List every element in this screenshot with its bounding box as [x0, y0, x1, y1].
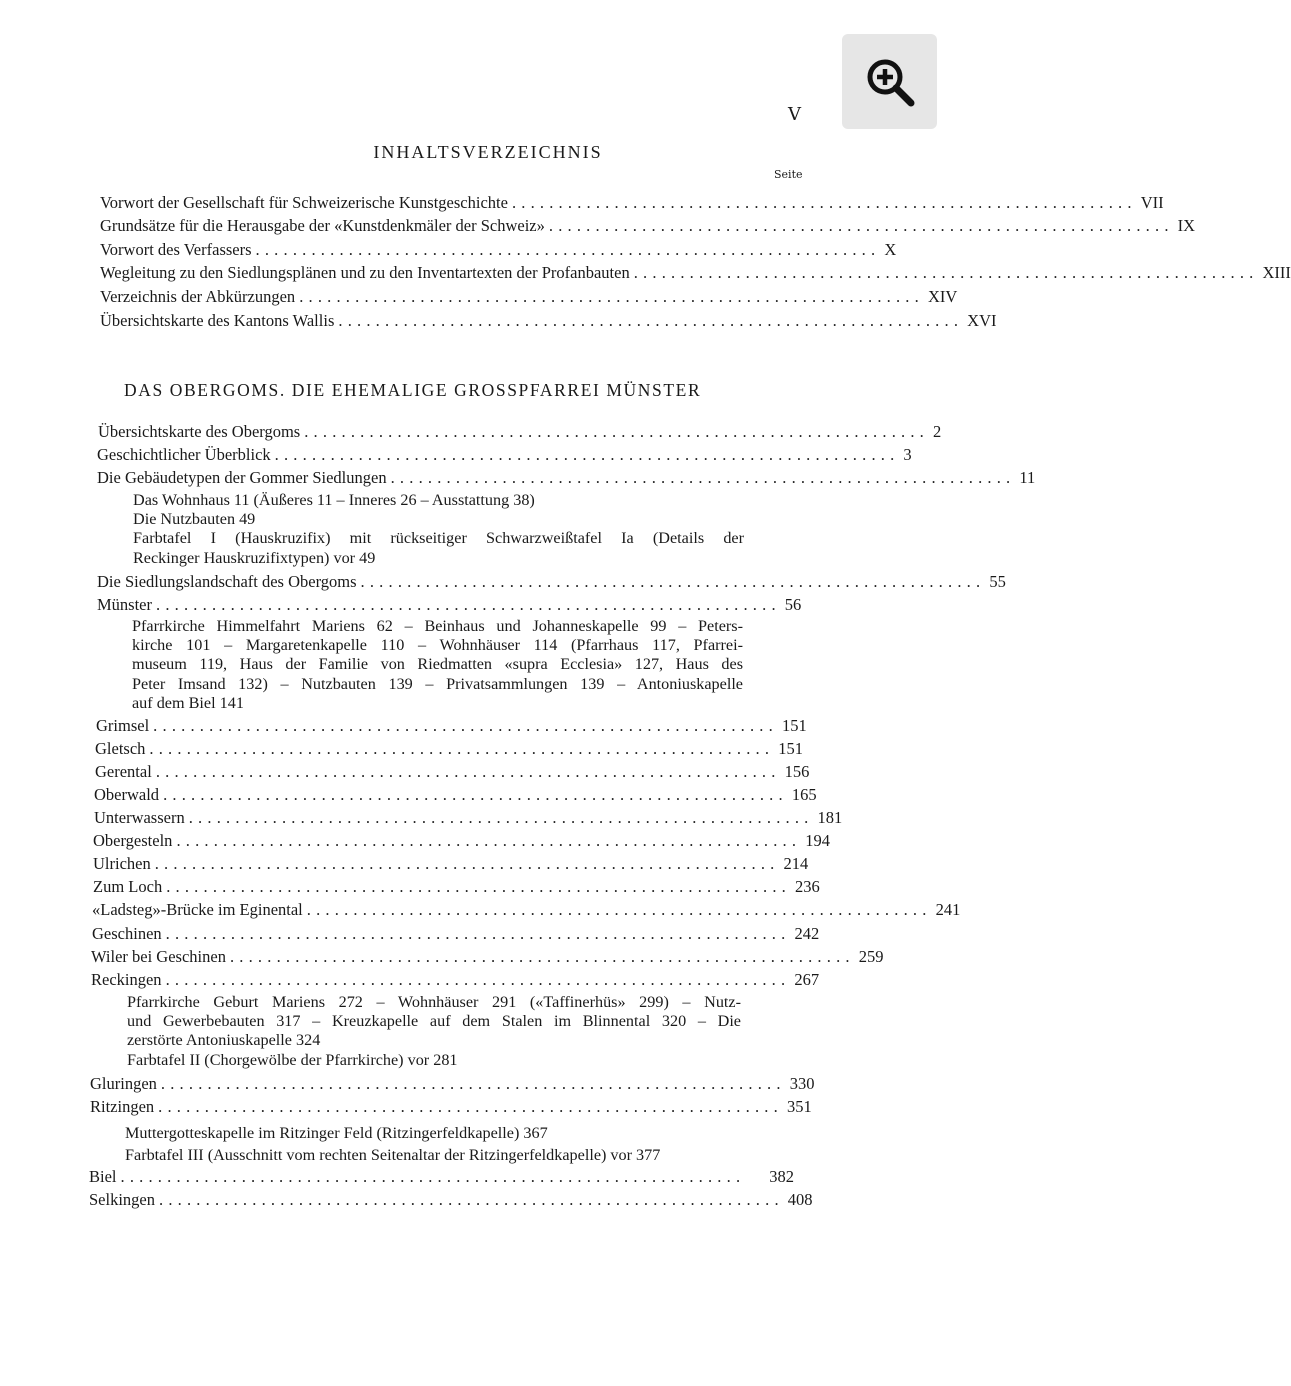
toc-entry-label: Geschichtlicher Überblick [97, 445, 271, 464]
leader-dots: ................................................................... [188, 808, 814, 827]
leader-dots: ................................................................... [299, 287, 924, 306]
toc-entry [90, 1097, 812, 1117]
toc-entry-label: Ulrichen [93, 854, 151, 873]
toc-entry-page: 241 [935, 900, 961, 919]
subentry-line: Farbtafel II (Chorgewölbe der Pfarrkirche) vor 281 [127, 1050, 458, 1069]
toc-entry-page: 165 [791, 785, 817, 804]
toc-entry [94, 808, 843, 828]
toc-entry [97, 595, 802, 615]
toc-entry-page: 151 [778, 739, 803, 758]
toc-entry-page: 11 [1019, 468, 1036, 487]
subentry-line: Pfarrkirche Geburt Mariens 272 – Wohnhäuser 291 («Taffinerhüs» 299) – Nutz- [127, 993, 741, 1011]
toc-entry-page: 382 [769, 1167, 794, 1186]
leader-dots: ................................................................... [166, 877, 791, 896]
toc-entry-page: 56 [784, 595, 802, 614]
toc-entry-page: 408 [787, 1190, 813, 1209]
toc-entry [91, 970, 820, 990]
toc-entry [91, 947, 884, 967]
toc-entry-page: X [884, 240, 897, 259]
subentry-block-reckingen [127, 993, 741, 1070]
leader-dots: ................................................................... [154, 854, 780, 873]
page-title: INHALTSVERZEICHNIS [373, 142, 603, 162]
leader-dots: ................................................................... [633, 263, 1259, 282]
leader-dots: ................................................................... [155, 762, 781, 781]
toc-entry-label: Unterwassern [94, 808, 185, 827]
leader-dots: ................................................................... [176, 831, 802, 850]
toc-entry-label: Vorwort des Verfassers [100, 240, 252, 259]
toc-entry-page: VII [1140, 193, 1164, 212]
toc-entry [98, 422, 942, 442]
toc-entry [100, 240, 897, 260]
toc-entry-page: 194 [805, 831, 830, 850]
leader-dots: ................................................................... [511, 193, 1137, 212]
toc-entry [92, 924, 820, 944]
leader-dots: ................................................................... [306, 900, 932, 919]
toc-entry [93, 877, 820, 897]
toc-entry-label: Münster [97, 595, 152, 614]
leader-dots: ................................................................... [163, 785, 788, 804]
toc-entry-page: XIII [1262, 263, 1291, 282]
leader-dots: ................................................................... [304, 422, 930, 441]
toc-entry [89, 1167, 794, 1187]
toc-entry-page: 2 [933, 422, 942, 441]
subentry-line: Farbtafel III (Ausschnitt vom rechten Seitenaltar der Ritzingerfeldkapelle) vor 377 [125, 1146, 661, 1164]
toc-entry-label: Übersichtskarte des Kantons Wallis [100, 311, 335, 330]
leader-dots: ................................................................... [156, 595, 781, 614]
toc-entry-page: 181 [817, 808, 843, 827]
toc-entry-label: Verzeichnis der Abkürzungen [100, 287, 296, 306]
section-title: DAS OBERGOMS. DIE EHEMALIGE GROSSPFARREI MÜNSTER [124, 380, 702, 400]
toc-entry [100, 287, 958, 307]
page-number: V [788, 104, 801, 125]
toc-entry [95, 739, 803, 759]
toc-entry-page: XVI [967, 311, 997, 330]
subentry-line: Muttergotteskapelle im Ritzinger Feld (Ritzingerfeldkapelle) 367 [125, 1124, 548, 1142]
leader-dots: ................................................................... [360, 572, 986, 591]
leader-dots: ................................................................... [165, 924, 791, 943]
toc-entry-label: Gluringen [90, 1074, 157, 1093]
toc-entry-label: Die Gebäudetypen der Gommer Siedlungen [97, 468, 387, 487]
subentry-line: Farbtafel I (Hauskruzifix) mit rückseitiger Schwarzweißtafel Ia (Details der [133, 529, 744, 548]
toc-entry [95, 762, 810, 782]
subentry-line: zerstörte Antoniuskapelle 324 [127, 1031, 321, 1050]
toc-entry-page: 3 [903, 445, 912, 464]
toc-entry [100, 311, 997, 331]
toc-entry-page: 55 [989, 572, 1006, 591]
leader-dots: ................................................................... [160, 1074, 786, 1093]
leader-dots: ................................................................... [120, 1167, 746, 1186]
toc-entry-page: 156 [784, 762, 810, 781]
subentry-block-gebaeudetypen [133, 491, 744, 568]
leader-dots: ................................................................... [390, 468, 1016, 487]
leader-dots: ................................................................... [548, 216, 1174, 235]
toc-entry-page: 242 [794, 924, 820, 943]
leader-dots: ................................................................... [149, 739, 775, 758]
seite-label: Seite [774, 168, 803, 181]
subentry-line: museum 119, Haus der Familie von Riedmatten «supra Ecclesia» 127, Haus des [132, 655, 743, 674]
subentry-line: und Gewerbebauten 317 – Kreuzkapelle auf dem Stalen im Blinnental 320 – Die [127, 1012, 741, 1031]
toc-entry-label: Vorwort der Gesellschaft für Schweizerische Kunstgeschichte [100, 193, 508, 212]
subentry-line: Reckinger Hauskruzifixtypen) vor 49 [133, 548, 376, 567]
toc-entry-page: 151 [781, 716, 807, 735]
toc-entry-page: 330 [789, 1074, 815, 1093]
toc-entry-label: Grundsätze für die Herausgabe der «Kunstdenkmäler der Schweiz» [100, 216, 545, 235]
toc-entry-label: «Ladsteg»-Brücke im Eginental [92, 900, 303, 919]
toc-entry-page: 267 [794, 970, 820, 989]
zoom-in-icon [863, 55, 917, 109]
subentry-block-ritzingen [125, 1122, 765, 1166]
toc-entry-label: Geschinen [92, 924, 162, 943]
toc-entry-label: Die Siedlungslandschaft des Obergoms [97, 572, 357, 591]
toc-entry [97, 445, 912, 465]
leader-dots: ................................................................... [159, 1190, 784, 1209]
subentry-line: Pfarrkirche Himmelfahrt Mariens 62 – Beinhaus und Johanneskapelle 99 – Peters- [132, 617, 743, 635]
toc-entry-label: Biel [89, 1167, 117, 1186]
toc-entry-page: 259 [858, 947, 884, 966]
leader-dots: ................................................................... [165, 970, 791, 989]
leader-dots: ................................................................... [229, 947, 855, 966]
zoom-in-button[interactable] [842, 34, 937, 129]
subentry-line: Peter Imsand 132) – Nutzbauten 139 – Privatsammlungen 139 – Antoniuskapelle [132, 674, 743, 693]
toc-entry-label: Oberwald [94, 785, 160, 804]
toc-entry-label: Wiler bei Geschinen [91, 947, 226, 966]
subentry-block-muenster [132, 617, 743, 713]
toc-entry-label: Reckingen [91, 970, 162, 989]
leader-dots: ................................................................... [255, 240, 881, 259]
subentry-line: auf dem Biel 141 [132, 693, 244, 712]
toc-entry [97, 572, 1006, 592]
leader-dots: ................................................................... [338, 311, 964, 330]
toc-entry-label: Zum Loch [93, 877, 163, 896]
subentry-line: Das Wohnhaus 11 (Äußeres 11 – Inneres 26 – Ausstattung 38) [133, 491, 535, 509]
toc-entry-label: Grimsel [96, 716, 150, 735]
toc-entry-label: Übersichtskarte des Obergoms [98, 422, 301, 441]
toc-entry-label: Gerental [95, 762, 152, 781]
toc-entry-page: XIV [927, 287, 958, 306]
toc-entry [96, 716, 807, 736]
toc-entry-page: 351 [786, 1097, 812, 1116]
toc-entry-label: Gletsch [95, 739, 146, 758]
subentry-line: Die Nutzbauten 49 [133, 510, 256, 529]
toc-entry-page: 214 [783, 854, 809, 873]
leader-dots: ................................................................... [274, 445, 900, 464]
toc-entry-page: IX [1177, 216, 1196, 235]
toc-entry-label: Obergesteln [93, 831, 173, 850]
toc-entry [93, 854, 809, 874]
toc-entry [89, 1190, 813, 1210]
toc-entry [92, 900, 961, 920]
toc-entry [93, 831, 830, 851]
toc-entry [97, 468, 1036, 488]
leader-dots: ................................................................... [153, 716, 778, 735]
toc-entry-label: Selkingen [89, 1190, 155, 1209]
toc-entry [100, 193, 1164, 213]
toc-entry [90, 1074, 815, 1094]
toc-entry [100, 216, 1196, 236]
toc-entry-page: 236 [794, 877, 820, 896]
toc-entry [100, 263, 1291, 283]
toc-entry-label: Ritzingen [90, 1097, 155, 1116]
leader-dots: ................................................................... [158, 1097, 783, 1116]
toc-entry-label: Wegleitung zu den Siedlungsplänen und zu den Inventartexten der Profanbauten [100, 263, 630, 282]
subentry-line: kirche 101 – Margaretenkapelle 110 – Wohnhäuser 114 (Pfarrhaus 117, Pfarrei- [132, 636, 743, 655]
toc-entry [94, 785, 817, 805]
